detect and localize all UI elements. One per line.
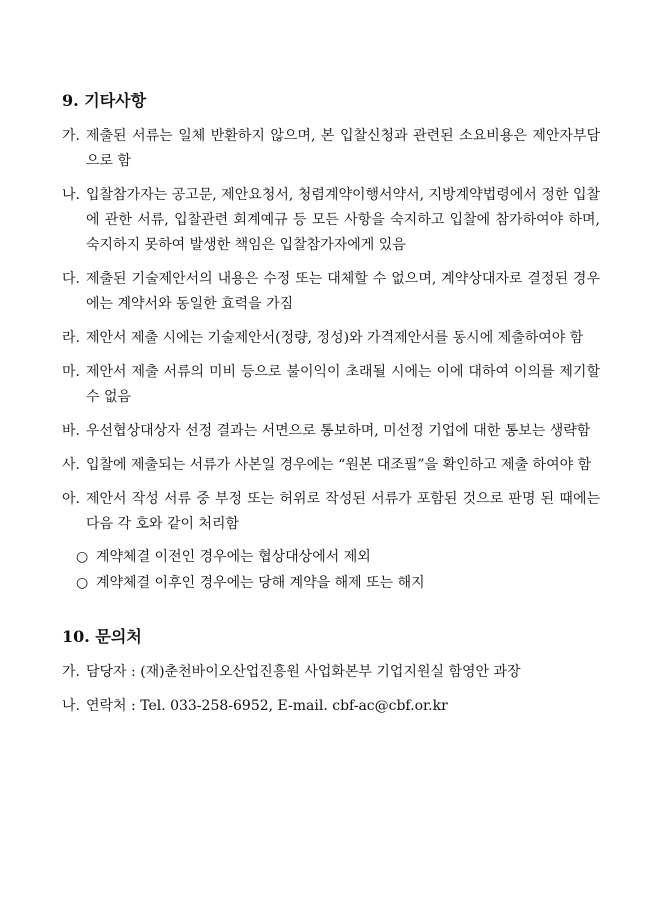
sub-item-text: 계약체결 이전인 경우에는 협상대상에서 제외 <box>96 549 371 565</box>
contact-person-text: 담당자 : (재)춘천바이오산업진흥원 사업화본부 기업지원실 함영안 과장 <box>86 664 521 680</box>
item-text: 제안서 제출 시에는 기술제안서(정량, 정성)와 가격제안서를 동시에 제출하여야 함 <box>86 330 584 346</box>
item-marker: 나. <box>62 698 80 714</box>
item-marker: 가. <box>62 128 80 144</box>
section-9-item <box>62 360 600 410</box>
circle-bullet-icon: ○ <box>76 549 89 565</box>
item-marker: 다. <box>62 271 80 287</box>
item-text: 제출된 기술제안서의 내용은 수정 또는 대체할 수 없으며, 계약상대자로 결정된 경우에는 계약서와 동일한 효력을 가짐 <box>86 271 600 312</box>
item-text: 우선협상대상자 선정 결과는 서면으로 통보하며, 미선정 기업에 대한 통보는 생략함 <box>86 423 591 439</box>
sub-item-text: 계약체결 이후인 경우에는 당해 계약을 해제 또는 해지 <box>96 575 425 591</box>
item-text: 제출된 서류는 일체 반환하지 않으며, 본 입찰신청과 관련된 소요비용은 제안자부담으로 함 <box>86 128 600 169</box>
item-text: 제안서 작성 서류 중 부정 또는 허위로 작성된 서류가 포함된 것으로 판명 된 때에는 다음 각 호와 같이 처리함 <box>86 491 600 532</box>
section-9-item <box>62 453 600 478</box>
item-text: 제안서 제출 서류의 미비 등으로 불이익이 초래될 시에는 이에 대하여 이의를 제기할 수 없음 <box>86 364 600 405</box>
section-9-item <box>62 419 600 444</box>
section-9-item <box>62 267 600 317</box>
item-text: 입찰에 제출되는 서류가 사본일 경우에는 “원본 대조필”을 확인하고 제출 하여야 함 <box>86 457 592 473</box>
item-marker: 바. <box>62 423 80 439</box>
sub-item <box>76 572 600 594</box>
contact-item <box>62 660 600 685</box>
section-9-item <box>62 326 600 351</box>
section-10-title: 10. 문의처 <box>62 627 142 646</box>
circle-bullet-icon: ○ <box>76 575 89 591</box>
section-9-item <box>62 124 600 174</box>
section-9-item <box>62 183 600 258</box>
item-marker: 사. <box>62 457 80 473</box>
sub-item <box>76 546 600 568</box>
item-marker: 가. <box>62 664 80 680</box>
contact-info-text: 연락처 : Tel. 033-258-6952, E-mail. cbf-ac@cbf.or.kr <box>86 698 448 714</box>
item-text: 입찰참가자는 공고문, 제안요청서, 청렴계약이행서약서, 지방계약법령에서 정한 입찰에 관한 서류, 입찰관련 회계예규 등 모든 사항을 숙지하고 입찰에 참가하여야 하며, 숙지하지 못하여 발생한 책임은 입찰참가자에게 있음 <box>86 187 600 253</box>
item-marker: 마. <box>62 364 80 380</box>
item-marker: 라. <box>62 330 80 346</box>
item-marker: 아. <box>62 491 80 507</box>
section-9-title: 9. 기타사항 <box>62 91 147 110</box>
item-marker: 나. <box>62 187 80 203</box>
section-spacer <box>62 598 600 626</box>
contact-item <box>62 694 600 719</box>
section-9-item <box>62 487 600 537</box>
